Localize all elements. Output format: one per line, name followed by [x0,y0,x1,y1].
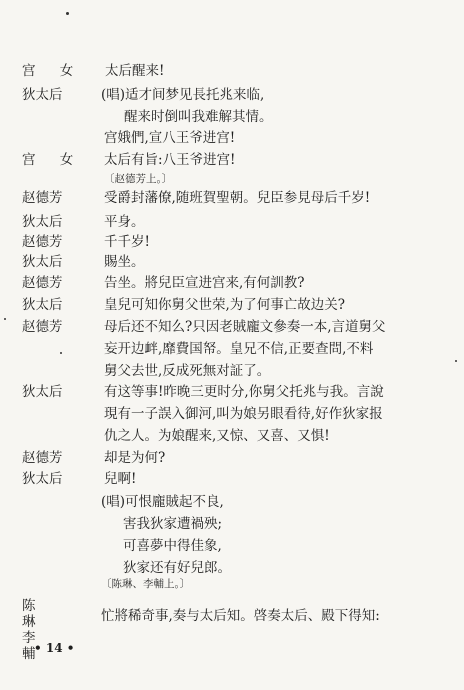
dialogue-text: 舅父去世,反成死無对証了。 [104,363,271,379]
dialogue-text: 皇兒可知你舅父世荣,为了何事亡故边关? [104,297,346,313]
stage-direction-text: 〔陈琳、李輔上。〕 [101,578,191,590]
dialogue-line [0,61,464,85]
speaker-name: 宫 女 [22,63,84,79]
dialogue-line [0,492,464,516]
speaker-name: 狄太后 [22,254,63,270]
speaker-name: 狄太后 [22,384,63,400]
dialogue-text: (唱)可恨龐賊起不良, [101,494,224,510]
speaker-name: 赵德芳 [22,450,63,466]
dialogue-text: 受爵封藩僚,随班賀聖朝。兒臣参見母后千岁! [104,190,371,206]
dialogue-text: 賜坐。 [104,254,145,270]
speaker-name: 赵德芳 [22,275,63,291]
dialogue-line [0,317,464,341]
scan-speck [66,12,69,15]
dialogue-text: 可喜夢中得佳象, [123,538,222,554]
dialogue-line [0,273,464,297]
scan-speck [60,352,62,354]
scan-speck [455,360,457,362]
dialogue-text: 千千岁! [104,234,150,250]
scan-speck [4,318,6,320]
dialogue-line [0,128,464,152]
speaker-name: 狄太后 [22,297,63,313]
speaker-name: 狄太后 [22,214,63,230]
dialogue-line [0,188,464,212]
dialogue-line [0,514,464,538]
dialogue-text: 太后有旨:八王爷进宫! [104,152,236,168]
speaker-name: 宫 女 [22,152,84,168]
dialogue-line [0,295,464,319]
dialogue-text: 宫娥們,宣八王爷进宫! [104,130,236,146]
dialogue-text: 平身。 [104,214,145,230]
speaker-name: 狄太后 [22,87,63,103]
speaker-name: 狄太后 [22,471,63,487]
dialogue-text: 太后醒来! [105,63,165,79]
dialogue-line [0,404,464,428]
speaker-name: 赵德芳 [22,234,63,250]
dialogue-text: 醒来时倒叫我难解其情。 [124,109,273,125]
dialogue-line [0,382,464,406]
dialogue-text: 兒啊! [104,471,137,487]
dialogue-line [0,85,464,109]
stage-direction-text: 〔赵德芳上。〕 [104,173,173,185]
dialogue-text: 妄开边衅,靡費国帑。皇兄不信,正要查問,不料 [104,341,374,357]
dialogue-text: 却是为何? [104,450,166,466]
dialogue-line [0,536,464,560]
dialogue-text: 仇之人。为娘醒来,又惊、又喜、又惧! [104,428,330,444]
speaker-name: 李 輔 [22,630,46,662]
dialogue-text: 告坐。將兒臣宣进宫来,有何訓教? [104,275,305,291]
dialogue-text: (唱)适才间梦见長托兆来临, [101,87,265,103]
dialogue-line [0,339,464,363]
page-number: • 14 • [34,641,75,655]
speaker-name: 赵德芳 [22,190,63,206]
speaker-name: 赵德芳 [22,319,63,335]
dialogue-text: 狄家还有好兒郎。 [123,560,231,576]
dialogue-line [0,469,464,493]
speaker-name: 陈 琳 [22,598,46,630]
dialogue-text: 有这等事!昨晚三更时分,你舅父托兆与我。言說 [104,384,384,400]
dialogue-text: 害我狄家遭禍殃; [123,516,223,532]
dialogue-text: 母后还不知么?只因老賊龐文參奏一本,言道舅父 [104,319,386,335]
dialogue-text: 忙將稀奇事,奏与太后知。啓奏太后、殿下得知: [101,608,380,624]
dialogue-text: 現有一子誤入御河,叫为娘另眼看待,好作狄家报 [104,406,383,422]
dialogue-line [0,426,464,450]
stage-direction [0,576,464,600]
